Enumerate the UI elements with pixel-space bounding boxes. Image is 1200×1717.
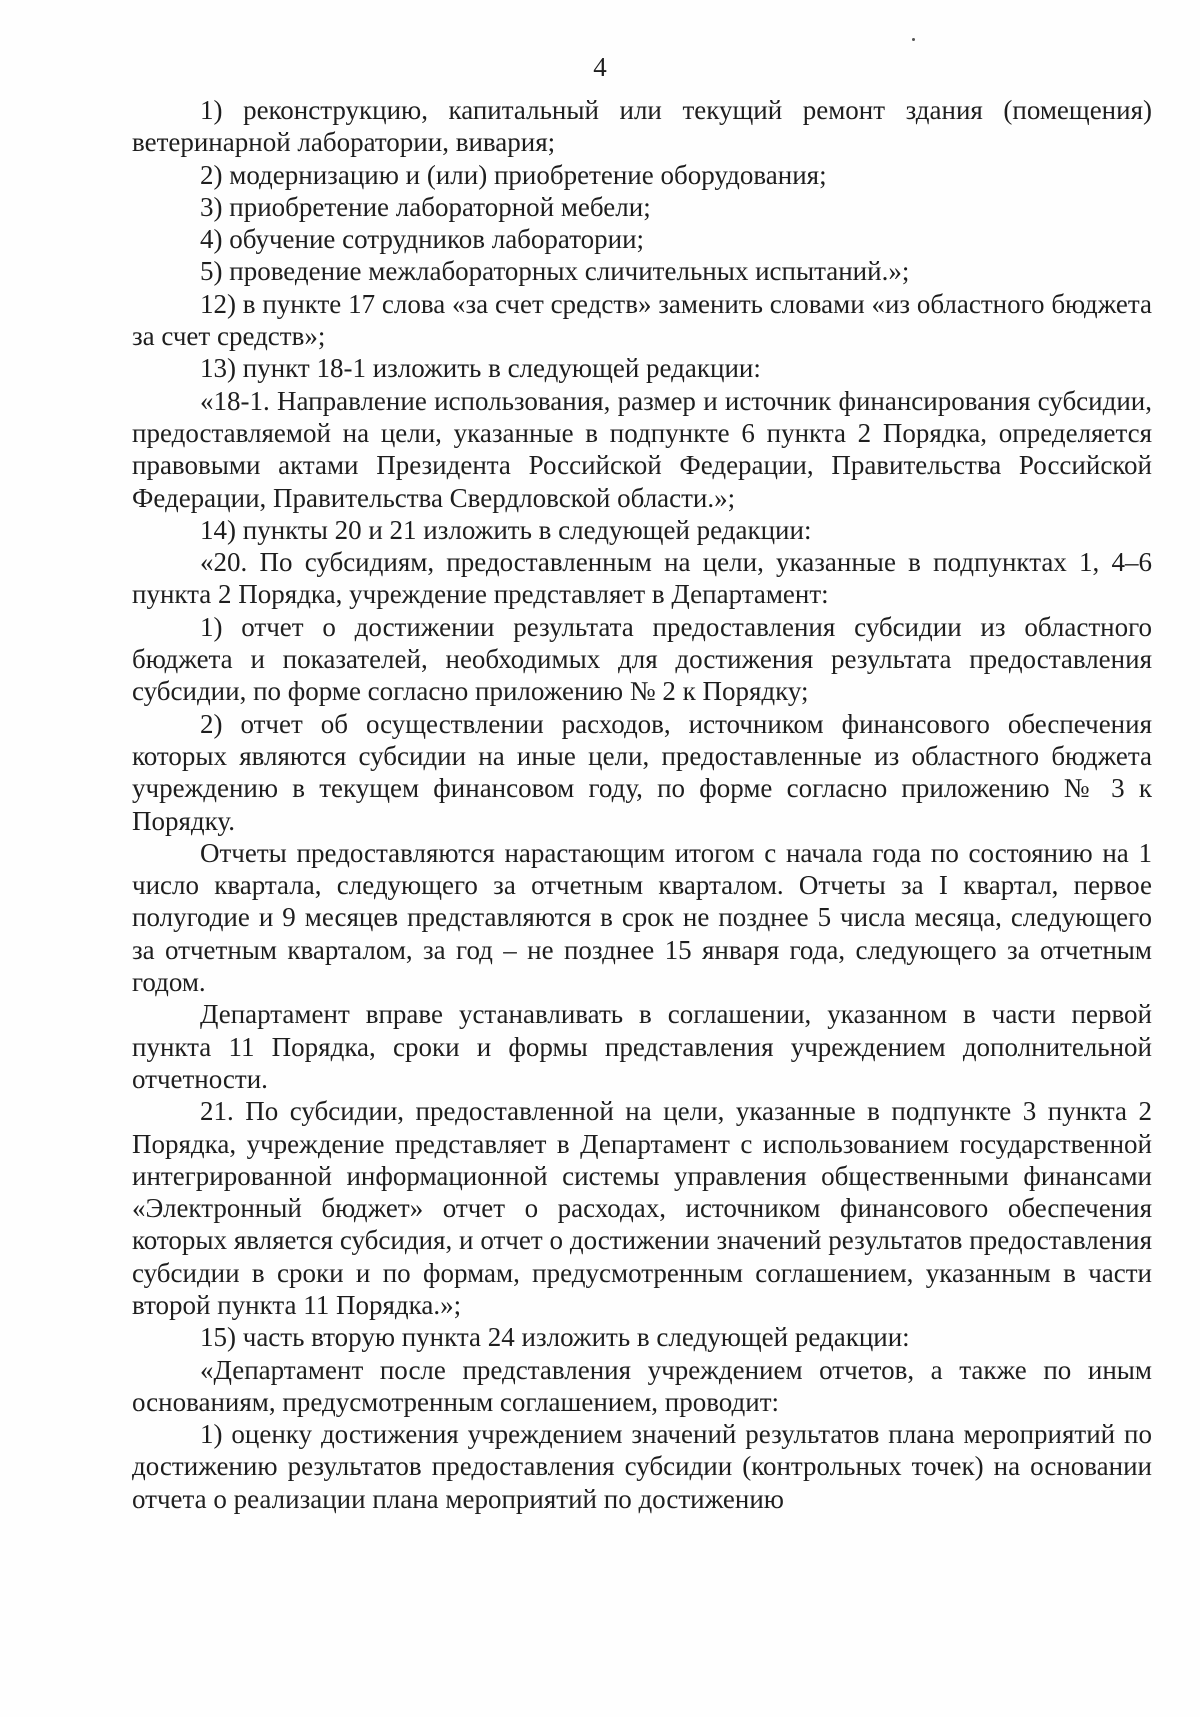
paragraph: 4) обучение сотрудников лаборатории; <box>200 224 645 255</box>
scan-speck <box>912 38 915 41</box>
paragraph: 2) модернизацию и (или) приобретение оборудования; <box>200 159 827 190</box>
paragraph: 12) в пункте 17 слова «за счет средств» заменить словами «из областного бюджета за счет средств»; <box>132 288 1152 352</box>
document-body <box>132 94 1152 1515</box>
paragraph: «Департамент после представления учреждением отчетов, а также по иным основаниям, предусмотренным соглашением, проводит: <box>132 1354 1152 1417</box>
paragraph: 14) пункты 20 и 21 изложить в следующей редакции: <box>200 514 812 545</box>
paragraph: 21. По субсидии, предоставленной на цели, указанные в подпункте 3 пункта 2 Порядка, учреждение представляет в Департамент с использованием государственной интегрированной информационной системы управления общественными финансами «Электронный бюджет» отчет о расходах, источником финансового обеспечения которых является субсидия, и отчет о достижении значений результатов предоставления субсидии в сроки и по формам, предусмотренным соглашением, указанным в части второй пункта 11 Порядка.»; <box>132 1096 1152 1320</box>
paragraph: 15) часть вторую пункта 24 изложить в следующей редакции: <box>200 1322 910 1353</box>
paragraph: 2) отчет об осуществлении расходов, источником финансового обеспечения которых являются субсидии на иные цели, предоставленные из областного бюджета учреждению в текущем финансовом году, по форме согласно приложению № 3 к Порядку. <box>132 708 1152 836</box>
paragraph: «20. По субсидиям, предоставленным на цели, указанные в подпунктах 1, 4–6 пункта 2 Порядка, учреждение представляет в Департамент: <box>132 547 1152 610</box>
paragraph: 1) отчет о достижении результата предоставления субсидии из областного бюджета и показателей, необходимых для достижения результата предоставления субсидии, по форме согласно приложению № 2 к Порядку; <box>132 611 1152 707</box>
paragraph: Отчеты предоставляются нарастающим итогом с начала года по состоянию на 1 число квартала, следующего за отчетным кварталом. Отчеты за I квартал, первое полугодие и 9 месяцев представляются в срок не позднее 5 числа месяца, следующего за отчетным кварталом, за год – не позднее 15 января года, следующего за отчетным годом. <box>132 837 1152 998</box>
paragraph: Департамент вправе устанавливать в соглашении, указанном в части первой пункта 11 Порядка, сроки и формы представления учреждением дополнительной отчетности. <box>132 999 1152 1094</box>
paragraph: 1) оценку достижения учреждением значений результатов плана мероприятий по достижению результатов предоставления субсидии (контрольных точек) на основании отчета о реализации плана мероприятий по достижению <box>132 1419 1152 1514</box>
paragraph: 5) проведение межлабораторных сличительных испытаний.»; <box>200 256 910 287</box>
paragraph: 13) пункт 18-1 изложить в следующей редакции: <box>200 353 761 384</box>
page-number: 4 <box>593 52 607 82</box>
paragraph: 1) реконструкцию, капитальный или текущий ремонт здания (помещения) ветеринарной лаборатории, вивария; <box>132 95 1152 158</box>
paragraph: «18-1. Направление использования, размер и источник финансирования субсидии, предоставляемой на цели, указанные в подпункте 6 пункта 2 Порядка, определяется правовыми актами Президента Российской Федерации, Правительства Российской Федерации, Правительства Свердловской области.»; <box>132 385 1152 513</box>
paragraph: 3) приобретение лабораторной мебели; <box>200 191 651 222</box>
